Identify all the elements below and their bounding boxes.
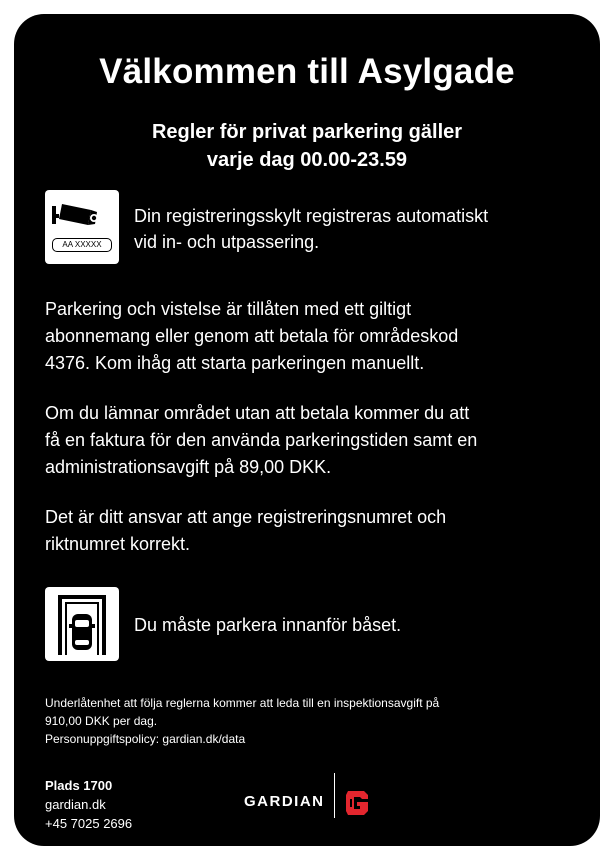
paragraph-line: Det är ditt ansvar att ange registreringsnumret och (45, 507, 447, 527)
brand-name: GARDIAN (244, 793, 325, 810)
subtitle-line: Regler för privat parkering gäller (151, 121, 463, 143)
paragraph-line: Parkering och vistelse är tillåten med ett giltigt (45, 299, 412, 319)
responsibility-paragraph (45, 504, 575, 558)
paragraph-line: 4376. Kom ihåg att starta parkeringen manuellt. (45, 353, 425, 373)
camera-notice-line: vid in- och utpassering. (134, 232, 320, 252)
payment-paragraph (45, 296, 575, 377)
footnote-line: 910,00 DKK per dag. (45, 714, 158, 728)
camera-notice (134, 203, 584, 255)
sign-title: Välkommen till Asylgade (99, 52, 515, 91)
paragraph-line: administrationsavgift på 89,00 DKK. (45, 457, 332, 477)
parking-bay-icon (45, 587, 119, 661)
phone-number: +45 7025 2696 (45, 816, 133, 831)
bay-notice: Du måste parkera innanför båset. (134, 615, 402, 635)
camera-icon (45, 190, 119, 264)
plads-number: Plads 1700 (45, 778, 113, 793)
footnote (45, 694, 565, 748)
paragraph-line: abonnemang eller genom att betala för områdeskod (45, 326, 459, 346)
privacy-policy-line: Personuppgiftspolicy: gardian.dk/data (45, 732, 246, 746)
contact-info (45, 776, 132, 833)
subtitle-line: varje dag 00.00-23.59 (206, 149, 408, 171)
paragraph-line: få en faktura för den använda parkeringstiden samt en (45, 430, 478, 450)
invoice-paragraph (45, 400, 575, 481)
camera-notice-line: Din registreringsskylt registreras automatiskt (134, 206, 489, 226)
footnote-line: Underlåtenhet att följa reglerna kommer att leda till en inspektionsavgift på (45, 696, 440, 710)
paragraph-line: Om du lämnar området utan att betala kommer du att (45, 403, 470, 423)
paragraph-line: riktnumret korrekt. (45, 534, 191, 554)
license-plate-label: AA XXXXX (52, 238, 112, 252)
parking-sign (14, 14, 600, 846)
sign-subtitle (14, 118, 600, 174)
gardian-logo-icon (344, 789, 370, 822)
website-text: gardian.dk (45, 797, 106, 812)
brand-divider (334, 773, 335, 818)
